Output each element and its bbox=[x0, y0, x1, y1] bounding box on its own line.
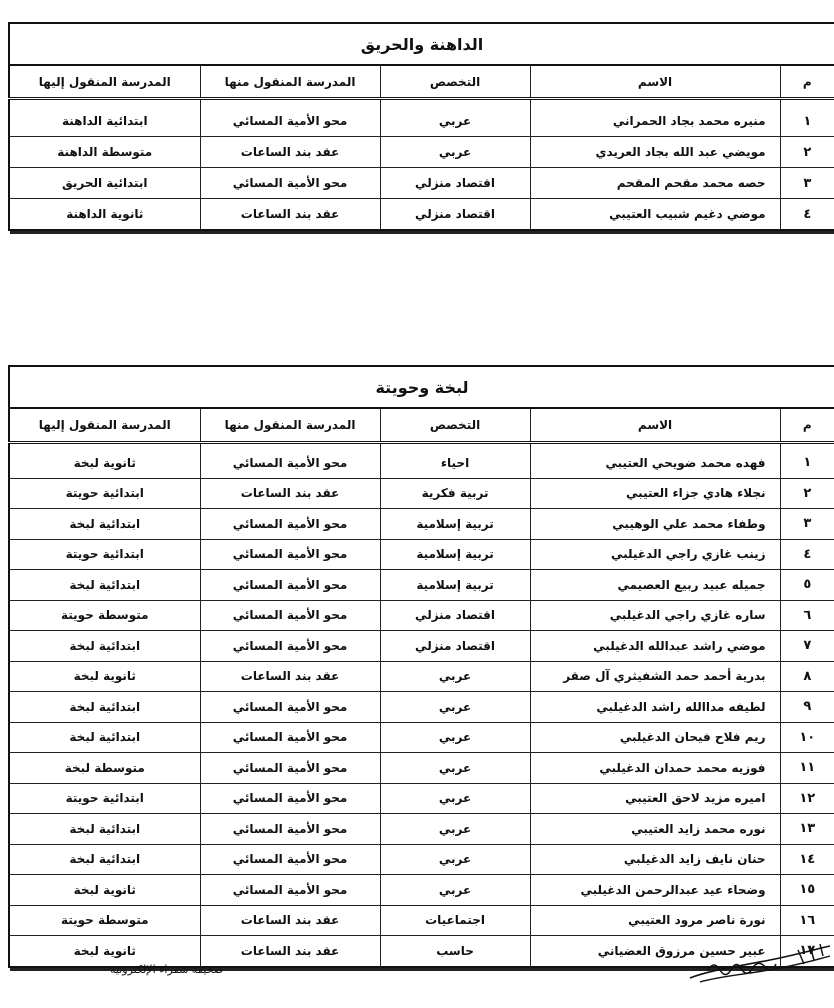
row-number: ٧ bbox=[780, 631, 834, 662]
row-name: لطيفه مداالله راشد الدغيلبي bbox=[530, 692, 780, 723]
header-to-school: المدرسة المنقول إليها bbox=[9, 65, 200, 99]
row-from-school: محو الأمية المسائي bbox=[200, 168, 380, 199]
row-from-school: محو الأمية المسائي bbox=[200, 722, 380, 753]
row-to-school: ثانوية لبخة bbox=[9, 661, 200, 692]
row-specialty: عربي bbox=[380, 722, 530, 753]
row-from-school: محو الأمية المسائي bbox=[200, 783, 380, 814]
row-from-school: محو الأمية المسائي bbox=[200, 443, 380, 479]
row-number: ٤ bbox=[780, 199, 834, 231]
row-specialty: اقتصاد منزلي bbox=[380, 600, 530, 631]
row-number: ٨ bbox=[780, 661, 834, 692]
row-to-school: ابتدائية لبخة bbox=[9, 692, 200, 723]
row-specialty: عربي bbox=[380, 692, 530, 723]
table-row bbox=[9, 661, 834, 692]
row-name: حصه محمد مقحم المقحم bbox=[530, 168, 780, 199]
table-title: لبخة وحويتة bbox=[9, 366, 834, 408]
row-name: موضي دغيم شبيب العتيبي bbox=[530, 199, 780, 231]
table-row bbox=[9, 814, 834, 845]
row-number: ١٥ bbox=[780, 875, 834, 906]
row-specialty: تربية فكرية bbox=[380, 478, 530, 509]
row-from-school: محو الأمية المسائي bbox=[200, 600, 380, 631]
row-number: ٤ bbox=[780, 539, 834, 570]
row-specialty: عربي bbox=[380, 137, 530, 168]
table-row bbox=[9, 722, 834, 753]
row-specialty: عربي bbox=[380, 814, 530, 845]
row-from-school: محو الأمية المسائي bbox=[200, 631, 380, 662]
table-row bbox=[9, 539, 834, 570]
row-from-school: محو الأمية المسائي bbox=[200, 539, 380, 570]
row-specialty: احياء bbox=[380, 443, 530, 479]
table-row bbox=[9, 692, 834, 723]
table-title: الداهنة والحريق bbox=[9, 23, 834, 65]
header-num: م bbox=[780, 408, 834, 443]
row-name: منيره محمد بجاد الحمراني bbox=[530, 99, 780, 137]
row-number: ٥ bbox=[780, 570, 834, 601]
row-to-school: متوسطة الداهنة bbox=[9, 137, 200, 168]
row-specialty: عربي bbox=[380, 783, 530, 814]
row-specialty: عربي bbox=[380, 661, 530, 692]
row-to-school: ابتدائية حويتة bbox=[9, 783, 200, 814]
row-from-school: محو الأمية المسائي bbox=[200, 844, 380, 875]
row-name: جميله عبيد ربيع العصيمي bbox=[530, 570, 780, 601]
row-specialty: تربية إسلامية bbox=[380, 570, 530, 601]
row-specialty: اقتصاد منزلي bbox=[380, 631, 530, 662]
row-name: نجلاء هادي جزاء العتيبي bbox=[530, 478, 780, 509]
header-num: م bbox=[780, 65, 834, 99]
row-name: فهده محمد ضويحي العتيبي bbox=[530, 443, 780, 479]
header-name: الاسم bbox=[530, 408, 780, 443]
row-from-school: محو الأمية المسائي bbox=[200, 692, 380, 723]
row-specialty: اقتصاد منزلي bbox=[380, 168, 530, 199]
row-to-school: متوسطة لبخة bbox=[9, 753, 200, 784]
row-to-school: متوسطة حويتة bbox=[9, 905, 200, 936]
transfer-table-labkha-huwaita bbox=[8, 365, 834, 968]
row-name: مويضي عبد الله بجاد العريدي bbox=[530, 137, 780, 168]
table-body bbox=[9, 443, 834, 967]
row-specialty: اقتصاد منزلي bbox=[380, 199, 530, 231]
row-from-school: عقد بند الساعات bbox=[200, 936, 380, 967]
row-number: ٢ bbox=[780, 137, 834, 168]
row-number: ١٧ bbox=[780, 936, 834, 967]
table-row bbox=[9, 600, 834, 631]
row-from-school: عقد بند الساعات bbox=[200, 478, 380, 509]
row-number: ٣ bbox=[780, 509, 834, 540]
row-from-school: عقد بند الساعات bbox=[200, 661, 380, 692]
row-number: ١٤ bbox=[780, 844, 834, 875]
table-row bbox=[9, 478, 834, 509]
row-to-school: ابتدائية حويتة bbox=[9, 539, 200, 570]
table-row bbox=[9, 844, 834, 875]
header-specialty: التخصص bbox=[380, 408, 530, 443]
table-row bbox=[9, 509, 834, 540]
row-to-school: ابتدائية لبخة bbox=[9, 844, 200, 875]
row-to-school: ثانوية لبخة bbox=[9, 875, 200, 906]
row-from-school: عقد بند الساعات bbox=[200, 905, 380, 936]
row-to-school: ابتدائية الداهنة bbox=[9, 99, 200, 137]
table-row bbox=[9, 783, 834, 814]
row-name: زينب غازي راجي الدغيلبي bbox=[530, 539, 780, 570]
row-to-school: ابتدائية حويتة bbox=[9, 478, 200, 509]
table-row bbox=[9, 137, 834, 168]
row-specialty: عربي bbox=[380, 875, 530, 906]
transfer-table-dahna-hariq bbox=[8, 22, 834, 231]
row-to-school: ابتدائية لبخة bbox=[9, 509, 200, 540]
row-from-school: محو الأمية المسائي bbox=[200, 753, 380, 784]
row-name: نوره محمد زايد العتيبي bbox=[530, 814, 780, 845]
row-to-school: ثانوية لبخة bbox=[9, 443, 200, 479]
row-specialty: حاسب bbox=[380, 936, 530, 967]
row-specialty: عربي bbox=[380, 99, 530, 137]
row-number: ١٠ bbox=[780, 722, 834, 753]
row-number: ١ bbox=[780, 99, 834, 137]
row-name: نورة ناصر مرود العتيبي bbox=[530, 905, 780, 936]
row-specialty: عربي bbox=[380, 753, 530, 784]
table-row bbox=[9, 875, 834, 906]
row-name: اميره مزيد لاحق العتيبي bbox=[530, 783, 780, 814]
header-specialty: التخصص bbox=[380, 65, 530, 99]
row-name: فوزيه محمد حمدان الدغيلبي bbox=[530, 753, 780, 784]
table-row bbox=[9, 99, 834, 137]
row-to-school: ابتدائية لبخة bbox=[9, 722, 200, 753]
row-name: موضي راشد عبدالله الدغيلبي bbox=[530, 631, 780, 662]
row-from-school: محو الأمية المسائي bbox=[200, 875, 380, 906]
row-number: ٦ bbox=[780, 600, 834, 631]
row-name: وضحاء عيد عبدالرحمن الدغيلبي bbox=[530, 875, 780, 906]
row-from-school: محو الأمية المسائي bbox=[200, 509, 380, 540]
table-body bbox=[9, 99, 834, 231]
row-to-school: متوسطة حويتة bbox=[9, 600, 200, 631]
row-from-school: عقد بند الساعات bbox=[200, 137, 380, 168]
row-to-school: ابتدائية لبخة bbox=[9, 570, 200, 601]
row-specialty: عربي bbox=[380, 844, 530, 875]
row-to-school: ابتدائية الحريق bbox=[9, 168, 200, 199]
table-row bbox=[9, 631, 834, 662]
row-number: ١٢ bbox=[780, 783, 834, 814]
header-from-school: المدرسة المنقول منها bbox=[200, 65, 380, 99]
row-from-school: محو الأمية المسائي bbox=[200, 814, 380, 845]
table-row bbox=[9, 168, 834, 199]
table-row bbox=[9, 443, 834, 479]
table-row bbox=[9, 570, 834, 601]
row-number: ٣ bbox=[780, 168, 834, 199]
table-row bbox=[9, 199, 834, 231]
row-specialty: اجتماعيات bbox=[380, 905, 530, 936]
header-to-school: المدرسة المنقول إليها bbox=[9, 408, 200, 443]
row-specialty: تربية إسلامية bbox=[380, 509, 530, 540]
row-number: ١٦ bbox=[780, 905, 834, 936]
row-to-school: ثانوية لبخة bbox=[9, 936, 200, 967]
row-number: ١٣ bbox=[780, 814, 834, 845]
row-name: بدرية أحمد حمد الشفيثري آل صقر bbox=[530, 661, 780, 692]
row-name: وطفاء محمد علي الوهيبي bbox=[530, 509, 780, 540]
row-from-school: محو الأمية المسائي bbox=[200, 99, 380, 137]
row-to-school: ثانوية الداهنة bbox=[9, 199, 200, 231]
row-from-school: عقد بند الساعات bbox=[200, 199, 380, 231]
row-number: ٩ bbox=[780, 692, 834, 723]
row-to-school: ابتدائية لبخة bbox=[9, 631, 200, 662]
row-number: ١١ bbox=[780, 753, 834, 784]
row-name: ساره غازي راجي الدغيلبي bbox=[530, 600, 780, 631]
footer-source-text: صحيفة شقراء الإلكترونية bbox=[110, 963, 224, 976]
row-number: ٢ bbox=[780, 478, 834, 509]
row-to-school: ابتدائية لبخة bbox=[9, 814, 200, 845]
header-name: الاسم bbox=[530, 65, 780, 99]
row-name: حنان نايف زايد الدغيلبي bbox=[530, 844, 780, 875]
header-from-school: المدرسة المنقول منها bbox=[200, 408, 380, 443]
row-from-school: محو الأمية المسائي bbox=[200, 570, 380, 601]
handwritten-signature bbox=[680, 940, 834, 988]
row-name: عبير حسين مرزوق العضياني bbox=[530, 936, 780, 967]
table-row bbox=[9, 905, 834, 936]
table-row bbox=[9, 753, 834, 784]
row-number: ١ bbox=[780, 443, 834, 479]
row-specialty: تربية إسلامية bbox=[380, 539, 530, 570]
row-name: ريم فلاح فيحان الدغيلبي bbox=[530, 722, 780, 753]
